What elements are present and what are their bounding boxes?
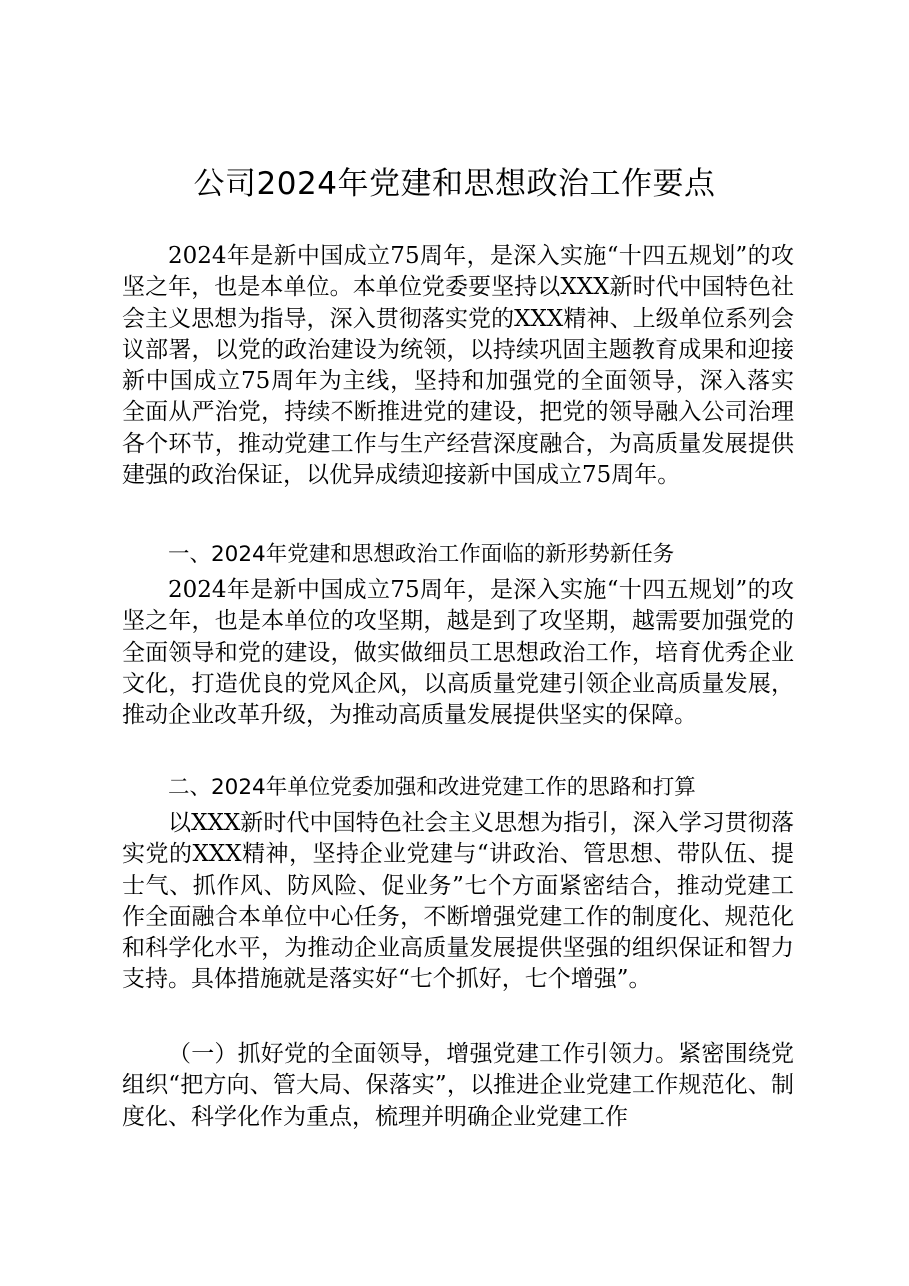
section-1-paragraph: 2024年是新中国成立75周年，是深入实施“十四五规划”的攻坚之年，也是本单位的攻坚期，越是到了攻坚期，越需要加强党的全面领导和党的建设，做实做细员工思想政治工作，培育优秀企业文化，打造优良的党风企风，以高质量党建引领企业高质量发展，推动企业改革升级，为推动高质量发展提供坚实的保障。 [122, 577, 794, 729]
section-2-heading: 二、2024年单位党委加强和改进党建工作的思路和打算 [168, 775, 696, 800]
subsection-1-paragraph: （一）抓好党的全面领导，增强党建工作引领力。紧密围绕党组织“把方向、管大局、保落实”，以推进企业党建工作规范化、制度化、科学化作为重点，梳理并明确企业党建工作 [122, 1041, 794, 1130]
document-title: 公司2024年党建和思想政治工作要点 [193, 166, 716, 202]
section-2-paragraph: 以XXX新时代中国特色社会主义思想为指引，深入学习贯彻落实党的XXX精神，坚持企业党建与“讲政治、管思想、带队伍、提士气、抓作风、防风险、促业务”七个方面紧密结合，推动党建工作全面融合本单位中心任务，不断增强党建工作的制度化、规范化和科学化水平，为推动企业高质量发展提供坚强的组织保证和智力支持。具体措施就是落实好“七个抓好，七个增强”。 [122, 810, 794, 993]
section-1-heading: 一、2024年党建和思想政治工作面临的新形势新任务 [168, 542, 675, 567]
intro-paragraph: 2024年是新中国成立75周年，是深入实施“十四五规划”的攻坚之年，也是本单位。本单位党委要坚持以XXX新时代中国特色社会主义思想为指导，深入贯彻落实党的XXX精神、上级单位系列会议部署，以党的政治建设为统领，以持续巩固主题教育成果和迎接新中国成立75周年为主线，坚持和加强党的全面领导，深入落实全面从严治党，持续不断推进党的建设，把党的领导融入公司治理各个环节，推动党建工作与生产经营深度融合，为高质量发展提供建强的政治保证，以优异成绩迎接新中国成立75周年。 [122, 243, 794, 489]
